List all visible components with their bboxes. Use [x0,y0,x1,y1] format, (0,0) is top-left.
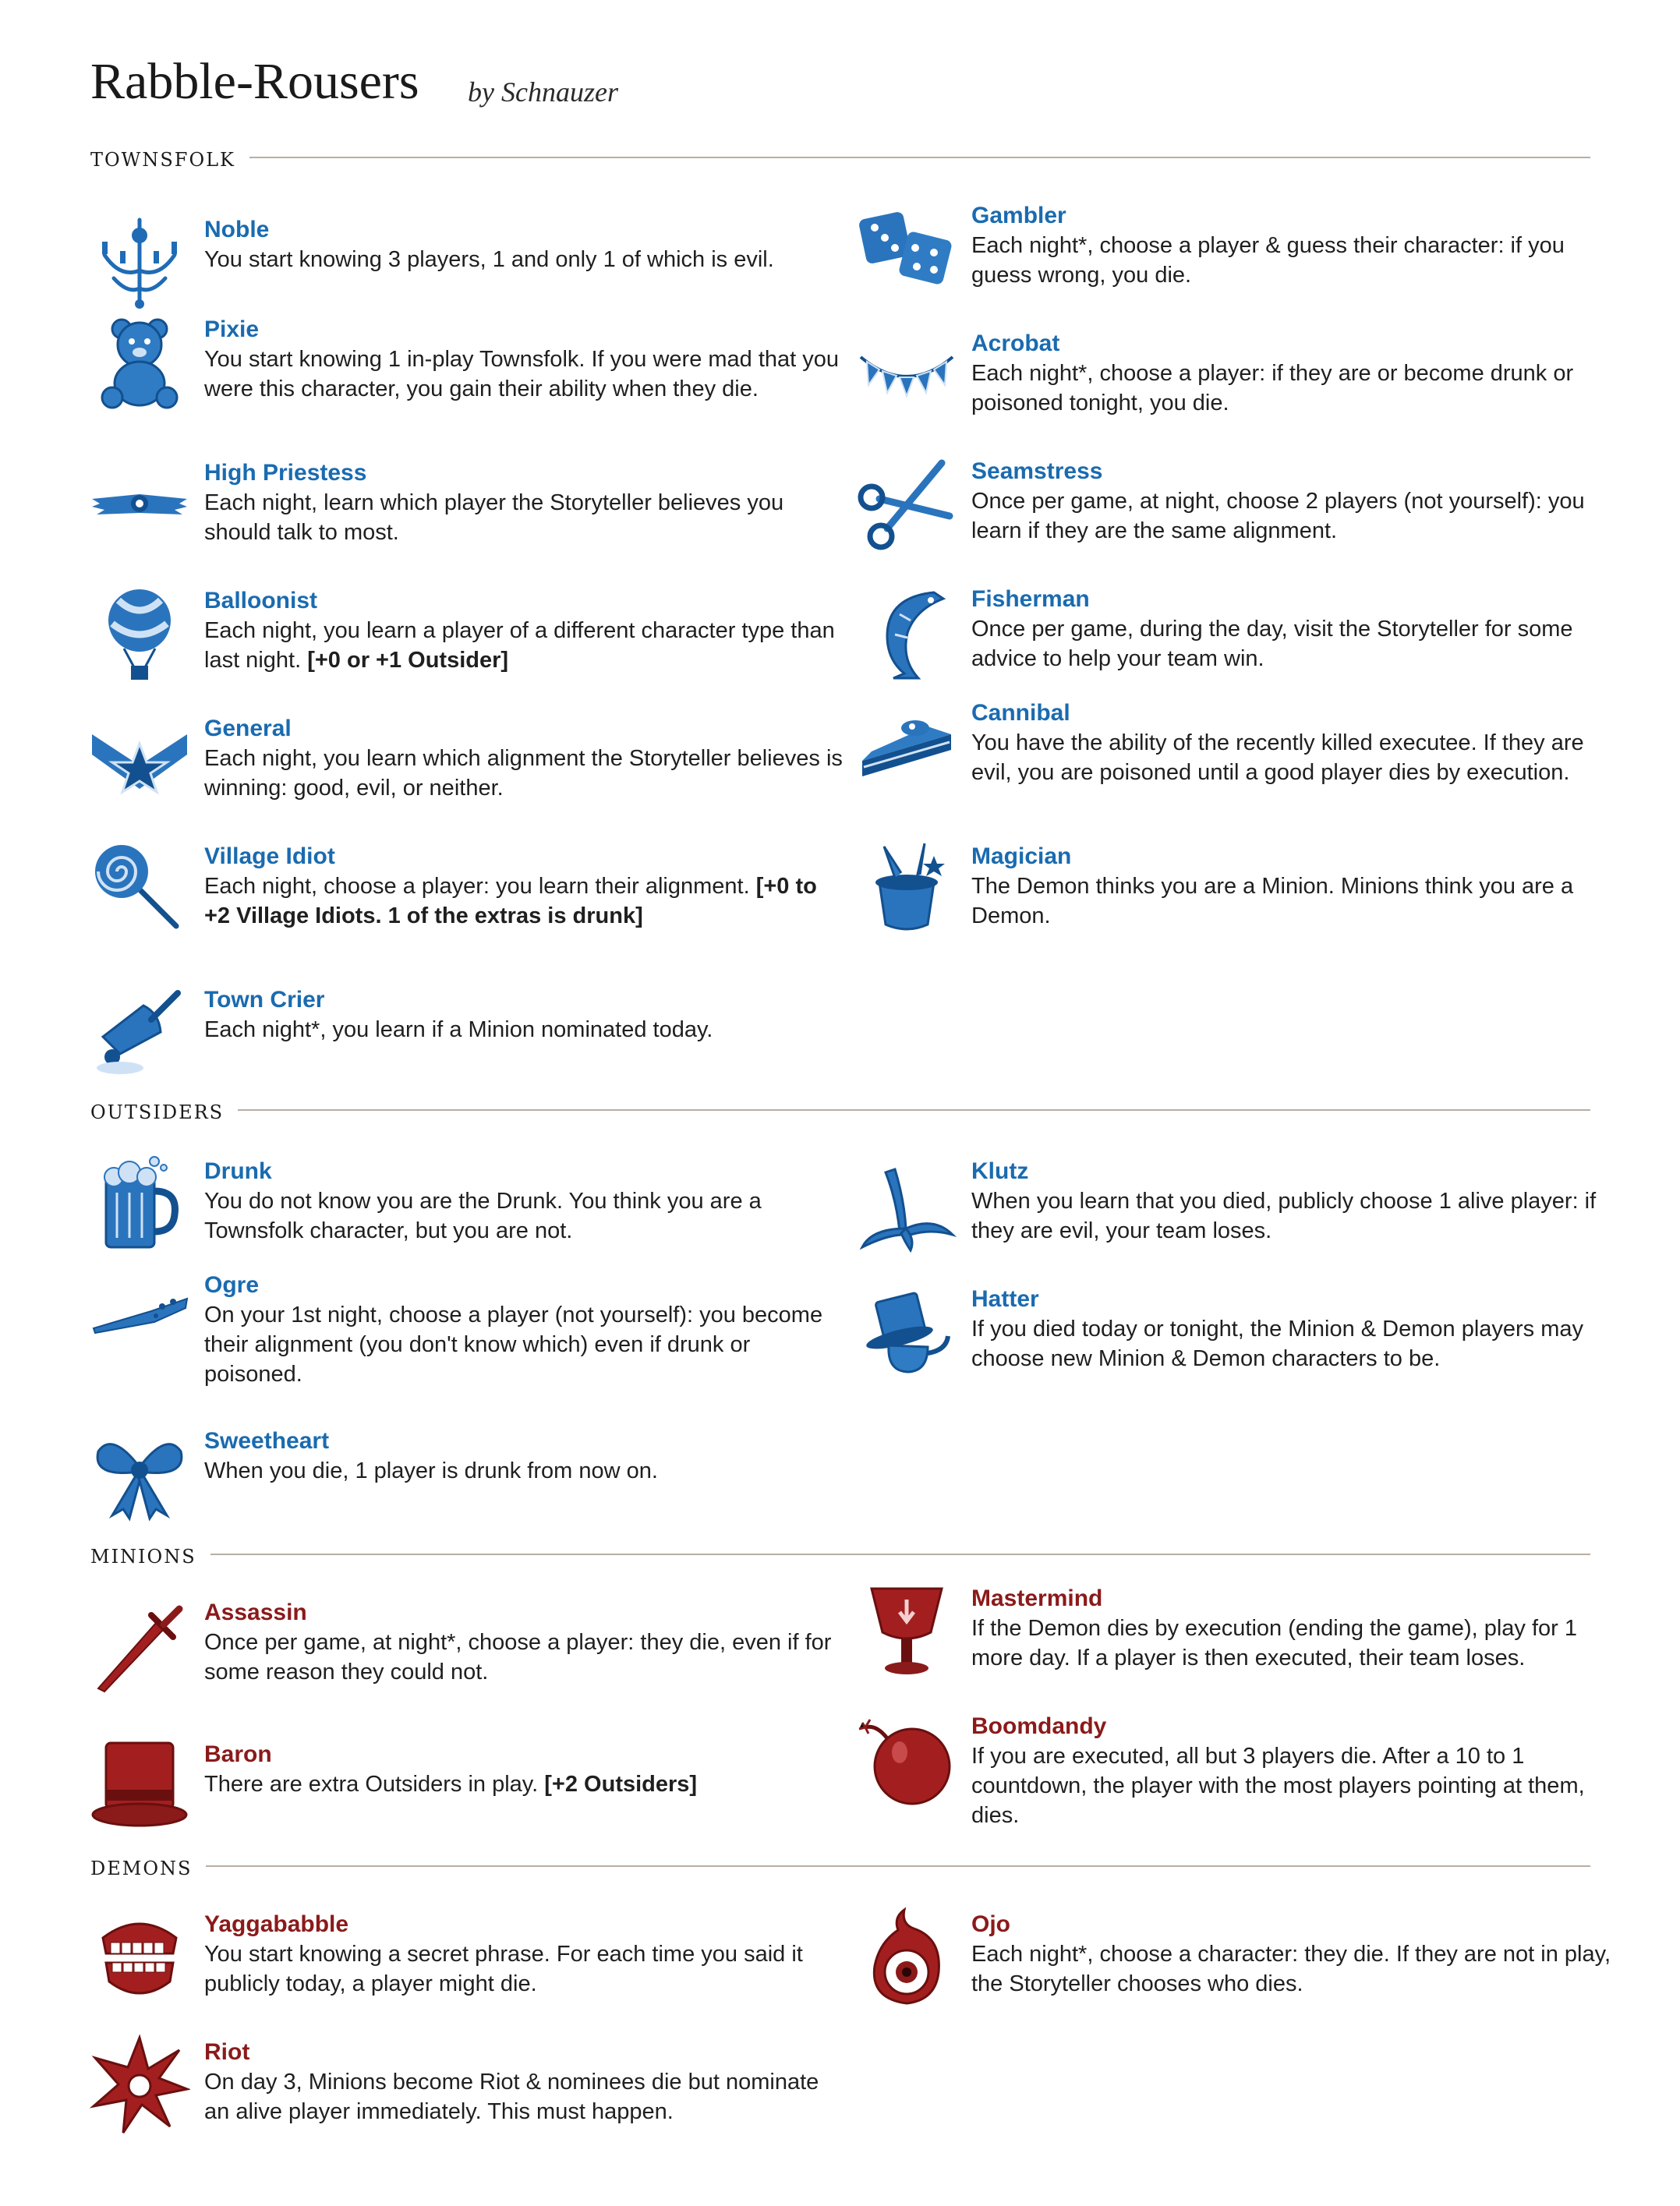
character-ogre [204,1271,844,1389]
character-name: Yaggababble [204,1911,349,1937]
character-name: Gambler [971,203,1066,228]
magic-hat-icon [856,839,957,940]
character-name: High Priestess [204,460,367,486]
character-name: Balloonist [204,588,318,613]
dagger-icon [89,1595,190,1696]
club-icon [89,1267,190,1369]
character-ability: If you are executed, all but 3 players die. After a 10 to 1 countdown, the player with the most players pointing at them, dies. [971,1744,1585,1828]
scissors-icon [856,454,957,555]
character-sweetheart [204,1426,844,1486]
character-mastermind [971,1584,1611,1673]
character-riot [204,2038,844,2126]
character-fisherman [971,585,1611,673]
goblet-icon [856,1581,957,1682]
character-name: Baron [204,1741,272,1767]
character-name: Sweetheart [204,1428,330,1454]
character-name: Boomdandy [971,1713,1107,1739]
page-title: Rabble-Rousers [90,53,419,110]
character-name: Fisherman [971,586,1090,612]
section-divider [238,1109,1590,1111]
setup-note: [+0 or +1 Outsider] [307,648,509,673]
character-ojo [971,1910,1611,1999]
character-ability: You have the ability of the recently killed executee. If they are evil, you are poisoned until a good player dies by execution. [971,730,1584,785]
character-ability: Once per game, during the day, visit the Storyteller for some advice to help your team win. [971,617,1573,671]
section-label: minions [90,1539,196,1570]
character-name: General [204,716,292,741]
character-ability: If you died today or tonight, the Minion & Demon players may choose new Minion & Demon characters to be. [971,1317,1584,1371]
flaming-eye-icon [856,1907,957,2008]
character-noble [204,215,844,274]
bomb-icon [856,1709,957,1810]
character-ability: Each night*, choose a player & guess their character: if you guess wrong, you die. [971,233,1565,288]
character-ability: Each night, learn which player the Storyteller believes you should talk to most. [204,490,784,545]
section-minions [90,1539,1590,1570]
character-assassin [204,1598,844,1687]
star-insignia-icon [89,711,190,812]
character-yaggababble [204,1910,844,1999]
character-name: Hatter [971,1286,1039,1312]
character-ability: Each night*, choose a player: if they are or become drunk or poisoned tonight, you die. [971,361,1574,415]
section-divider [249,157,1590,158]
character-name: Pixie [204,316,260,342]
character-name: Village Idiot [204,843,335,869]
section-demons [90,1851,1590,1882]
character-name: Riot [204,2039,250,2065]
character-ability: Once per game, at night, choose 2 players (not yourself): you learn if they are the same alignment. [971,489,1585,543]
chandelier-icon [89,212,190,313]
character-magician [971,842,1611,931]
character-ability: On day 3, Minions become Riot & nominees die but nominate an alive player immediately. This must happen. [204,2070,819,2124]
teddy-bear-icon [89,312,190,413]
character-ability: Each night, you learn a player of a different character type than last night. [+0 or +1 Outsider] [204,618,835,673]
character-ability: You start knowing 3 players, 1 and only 1 of which is evil. [204,247,774,272]
character-hatter [971,1285,1611,1373]
character-town-crier [204,985,844,1045]
fish-icon [856,582,957,683]
character-name: Noble [204,217,270,242]
section-townsfolk [90,142,1590,173]
character-ability: Each night*, choose a character: they die. If they are not in play, the Storyteller chooses who dies. [971,1942,1611,1996]
lollipop-icon [89,839,190,940]
character-village-idiot [204,842,844,931]
character-name: Ojo [971,1911,1010,1937]
teapot-hat-icon [856,1282,957,1383]
character-name: Town Crier [204,987,325,1013]
character-gambler [971,201,1611,290]
character-ability: If the Demon dies by execution (ending the game), play for 1 more day. If a player is then executed, their team loses. [971,1616,1577,1670]
character-ability: Each night*, you learn if a Minion nominated today. [204,1017,713,1042]
character-seamstress [971,457,1611,546]
section-label: townsfolk [90,142,235,173]
character-drunk [204,1157,844,1246]
character-ability: The Demon thinks you are a Minion. Minions think you are a Demon. [971,874,1574,928]
character-name: Drunk [204,1158,272,1184]
character-ability: When you learn that you died, publicly choose 1 alive player: if they are evil, your team loses. [971,1189,1597,1243]
section-divider [210,1554,1590,1555]
character-name: Klutz [971,1158,1029,1184]
chattering-teeth-icon [89,1907,190,2008]
character-ability: Each night, choose a player: you learn their alignment. [+0 to +2 Village Idiots. 1 of the extras is drunk] [204,874,817,928]
winged-emblem-icon [89,455,190,557]
character-name: Mastermind [971,1586,1103,1611]
top-hat-icon [89,1737,190,1838]
character-name: Cannibal [971,700,1070,726]
section-label: outsiders [90,1094,225,1126]
character-name: Magician [971,843,1072,869]
character-ability: You start knowing 1 in-play Townsfolk. If you were mad that you were this character, you gain their ability when they die. [204,347,840,401]
character-baron [204,1740,844,1799]
character-ability: When you die, 1 player is drunk from now on. [204,1458,658,1483]
character-pixie [204,315,844,404]
ribbon-bow-icon [89,1423,190,1525]
character-name: Seamstress [971,458,1103,484]
character-ability: You start knowing a secret phrase. For each time you said it publicly today, a player might die. [204,1942,803,1996]
character-high-priestess [204,458,844,547]
character-boomdandy [971,1712,1611,1830]
bunting-icon [856,326,957,427]
character-balloonist [204,586,844,675]
character-ability: There are extra Outsiders in play. [+2 Outsiders] [204,1772,698,1797]
character-klutz [971,1157,1611,1246]
character-cannibal [971,698,1611,787]
character-acrobat [971,329,1611,418]
spiky-star-icon [89,2035,190,2136]
beer-mug-icon [89,1154,190,1255]
character-name: Acrobat [971,331,1060,356]
balloon-icon [89,583,190,684]
setup-note: [+2 Outsiders] [544,1772,698,1797]
character-ability: On your 1st night, choose a player (not yourself): you become their alignment (you don't know which) even if drunk or poisoned. [204,1303,823,1387]
pie-slice-icon [856,695,957,797]
character-ability: You do not know you are the Drunk. You think you are a Townsfolk character, but you are not. [204,1189,762,1243]
character-name: Ogre [204,1272,260,1298]
setup-note: [+0 to +2 Village Idiots. 1 of the extras is drunk] [204,874,817,928]
banana-peel-icon [856,1154,957,1255]
author-byline: by Schnauzer [468,76,618,108]
character-general [204,714,844,803]
section-outsiders [90,1094,1590,1126]
character-name: Assassin [204,1600,307,1625]
bell-icon [89,982,190,1084]
dice-icon [856,198,957,299]
section-divider [206,1865,1590,1867]
section-label: demons [90,1851,193,1882]
character-ability: Once per game, at night*, choose a player: they die, even if for some reason they could not. [204,1630,832,1685]
character-ability: Each night, you learn which alignment the Storyteller believes is winning: good, evil, or neither. [204,746,843,801]
